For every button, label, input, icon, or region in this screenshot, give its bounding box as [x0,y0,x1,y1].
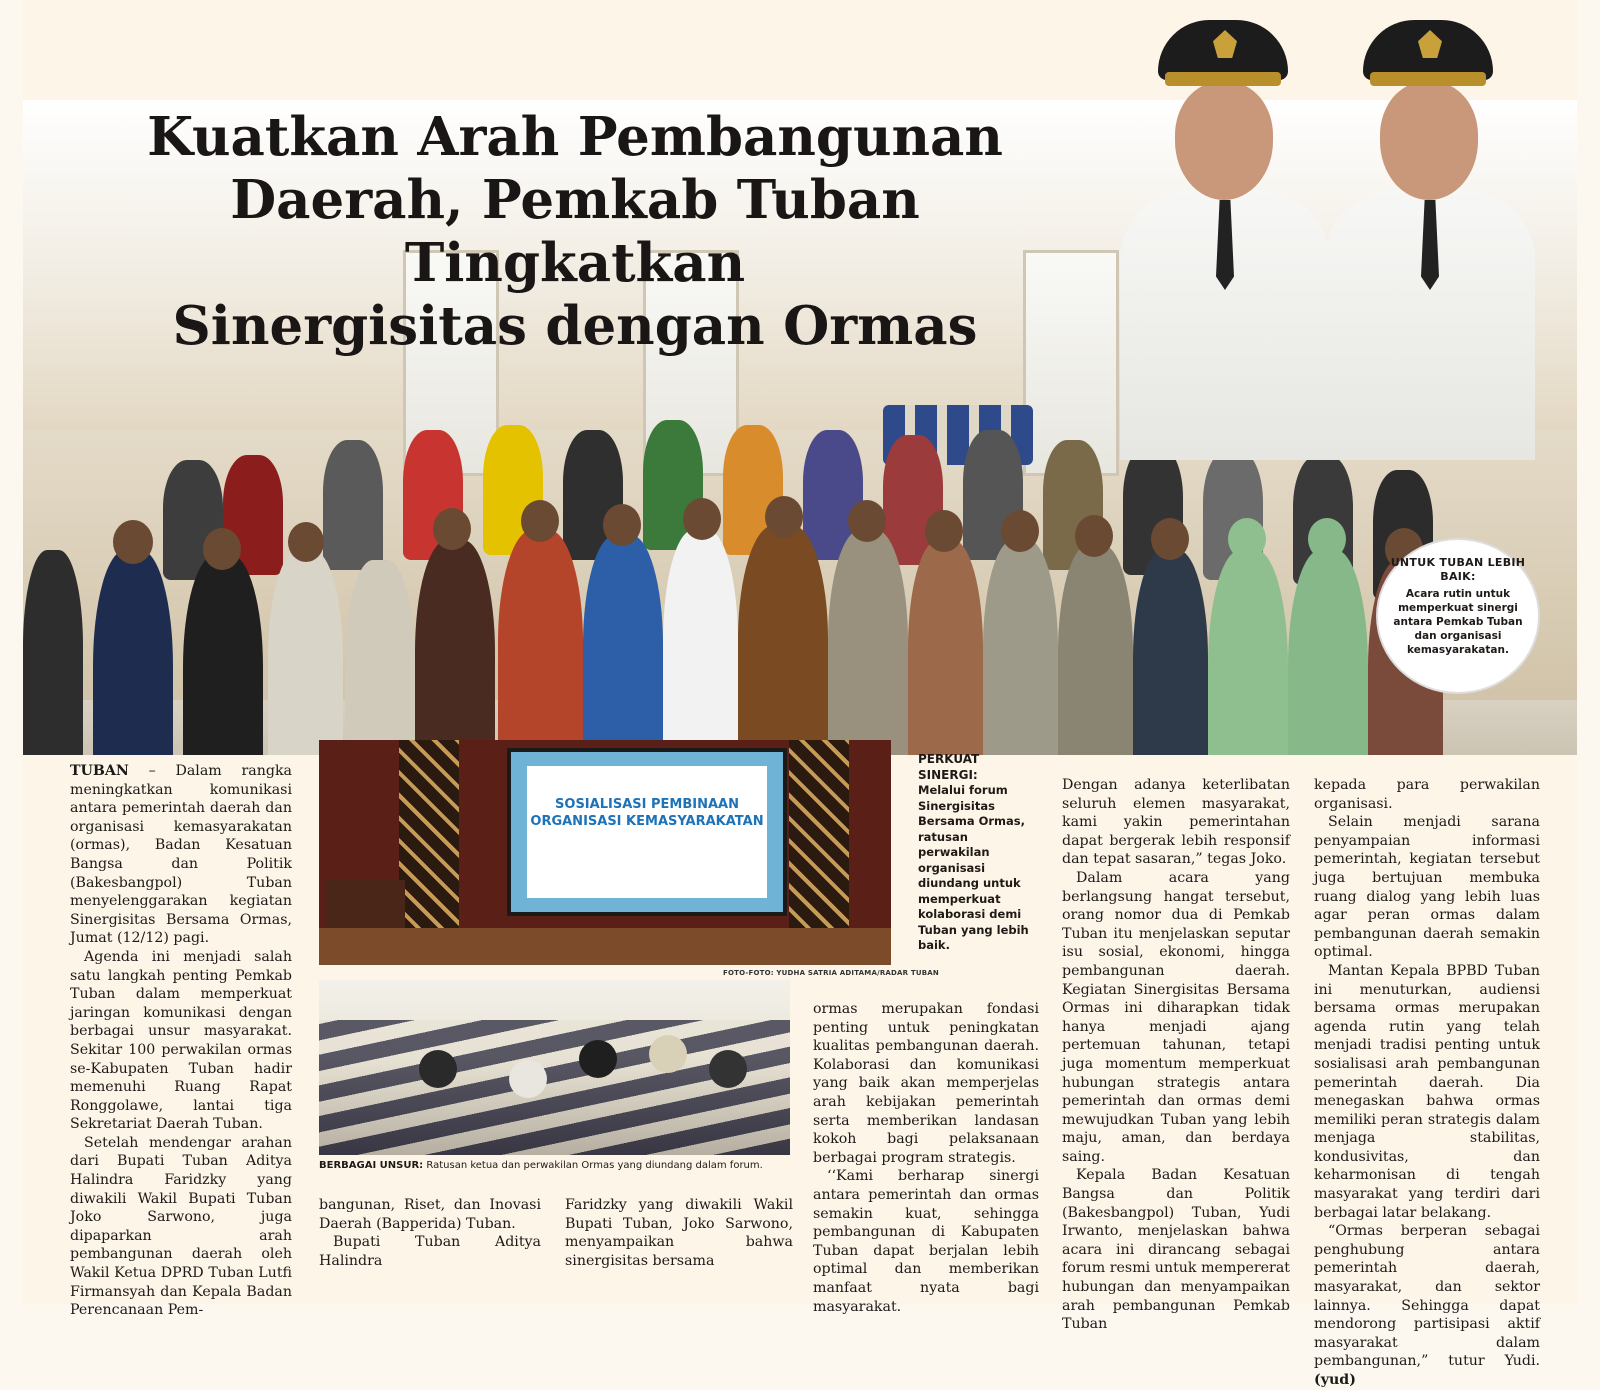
caption-body: Melalui forum Sinergisitas Bersama Ormas, ratusan perwakilan organisasi diundang untuk memperkuat kolaborasi demi Tuban yang lebih baik. [918,783,1029,952]
article-paragraph: Agenda ini menjadi salah satu langkah penting Pemkab Tuban dalam memperkuat jaringan komunikasi dengan berbagai unsur masyarakat. Sekitar 100 perwakilan ormas se-Kabupaten Tuban hadir memenuhi Ruang Rapat Ronggolawe, lantai tiga Sekretariat Daerah Tuban. [70,948,292,1133]
article-column-6 [1314,776,1540,1390]
circle-caption [1378,540,1538,692]
article-paragraph: – Dalam rangka meningkatkan komunikasi antara pemerintah daerah dan organisasi kemasyarakatan (ormas), Badan Kesatuan Bangsa dan Politik (Bakesbangpol) Tuban menyelenggarakan kegiatan Sinergisitas Bersama Ormas, Jumat (12/12) pagi. [70,763,292,947]
article-paragraph: bangunan, Riset, dan Inovasi Daerah (Bapperida) Tuban. [319,1197,541,1232]
article-paragraph: Selain menjadi sarana penyampaian informasi pemerintah, kegiatan tersebut juga bertujuan membuka ruang dialog yang lebih luas agar peran ormas dalam pembangunan daerah semakin optimal. [1314,814,1540,961]
head-table [319,928,891,965]
dateline: TUBAN [70,763,129,779]
article-paragraph: Mantan Kepala BPBD Tuban ini menuturkan, audiensi bersama ormas merupakan agenda rutin yang telah menjadi tradisi penting untuk sosialisasi arah pembangunan pemerintah daerah. Dia menegaskan bahwa ormas memiliki peran strategis dalam menjaga stabilitas, kondusivitas, dan keharmonisan di tengah masyarakat yang terdiri dari berbagai latar belakang. [1314,962,1540,1221]
screen-text: SOSIALISASI PEMBINAAN ORGANISASI KEMASYARAKATAN [527,766,767,898]
article-column-2 [319,1196,541,1270]
official-portrait-regent [1120,20,1330,450]
caption-body: Ratusan ketua dan perwakilan Ormas yang diundang dalam forum. [423,1160,763,1171]
article-paragraph: “Ormas berperan sebagai penghubung antara pemerintah daerah, masyarakat, dan sektor lainnya. Sehingga dapat mendorong partisipasi aktif masyarakat dalam pembangunan,” tutur Yudi. [1314,1223,1540,1370]
forum-stage-photo [319,740,891,965]
circle-caption-body: Acara rutin untuk memperkuat sinergi antara Pemkab Tuban dan organisasi kemasyarakatan. [1393,588,1523,656]
photo-caption-perkuat-sinergi [918,752,1038,954]
photo-credit: FOTO-FOTO: YUDHA SATRIA ADITAMA/RADAR TUBAN [723,969,939,977]
caption-title: PERKUAT SINERGI: [918,752,980,782]
circle-caption-title: UNTUK TUBAN LEBIH BAIK: [1390,556,1526,583]
headline-line-2: Daerah, Pemkab Tuban Tingkatkan [230,169,920,294]
article-paragraph: kepada para perwakilan organisasi. [1314,777,1540,812]
audience-photo [319,980,790,1155]
article-paragraph: Dalam acara yang berlangsung hangat tersebut, orang nomor dua di Pemkab Tuban itu menjelaskan seputar isu sosial, ekonomi, hingga pembangunan daerah. Kegiatan Sinergisitas Bersama Ormas ini diharapkan tidak hanya menjadi ajang pertemuan tahunan, tetapi juga momentum memperkuat hubungan strategis antara pemerintah dan ormas demi mewujudkan Tuban yang lebih maju, aman, dan berdaya saing. [1062,869,1290,1165]
article-paragraph: ‘‘Kami berharap sinergi antara pemerintah dan ormas semakin kuat, sehingga pembangunan di Kabupaten Tuban dapat berjalan lebih optimal dan memberikan manfaat nyata bagi masyarakat. [813,1168,1039,1315]
photo-caption-berbagai-unsur [319,1160,799,1171]
projection-screen [507,748,787,916]
article-column-4 [813,1000,1039,1316]
official-portrait-vice-regent [1325,20,1535,450]
article-column-3 [565,1196,793,1270]
headline [60,106,1090,358]
article-paragraph: ormas merupakan fondasi penting untuk peningkatan kualitas pembangunan daerah. Kolaborasi dan komunikasi yang baik akan memperjelas arah kebijakan pemerintah serta memberikan landasan kokoh bagi pelaksanaan berbagai program strategis. [813,1001,1039,1166]
article-column-1 [70,762,292,1320]
headline-line-1: Kuatkan Arah Pembangunan [147,106,1003,168]
article-paragraph: Bupati Tuban Aditya Halindra [319,1234,541,1269]
author-signoff: (yud) [1314,1372,1356,1388]
caption-title: BERBAGAI UNSUR: [319,1160,424,1171]
article-paragraph: Dengan adanya keterlibatan seluruh elemen masyarakat, kami yakin pemerintahan dapat bergerak lebih responsif dan tepat sasaran,” tegas Joko. [1062,777,1290,868]
audience-rows [319,1020,790,1155]
article-paragraph: Faridzky yang diwakili Wakil Bupati Tuban, Joko Sarwono, menyampaikan bahwa sinergisitas bersama [565,1197,793,1269]
article-column-5 [1062,776,1290,1334]
article-paragraph: Kepala Badan Kesatuan Bangsa dan Politik (Bakesbangpol) Tuban, Yudi Irwanto, menjelaskan bahwa acara ini dirancang sebagai forum resmi untuk mempererat hubungan dan menyampaikan arah pembangunan Pemkab Tuban [1062,1167,1290,1333]
headline-line-3: Sinergisitas dengan Ormas [172,295,978,357]
article-paragraph: Setelah mendengar arahan dari Bupati Tuban Aditya Halindra Faridzky yang diwakili Wakil Bupati Tuban Joko Sarwono, juga dipaparkan arah pembangunan daerah oleh Wakil Ketua DPRD Tuban Lutfi Firmansyah dan Kepala Badan Perencanaan Pem- [70,1134,292,1319]
